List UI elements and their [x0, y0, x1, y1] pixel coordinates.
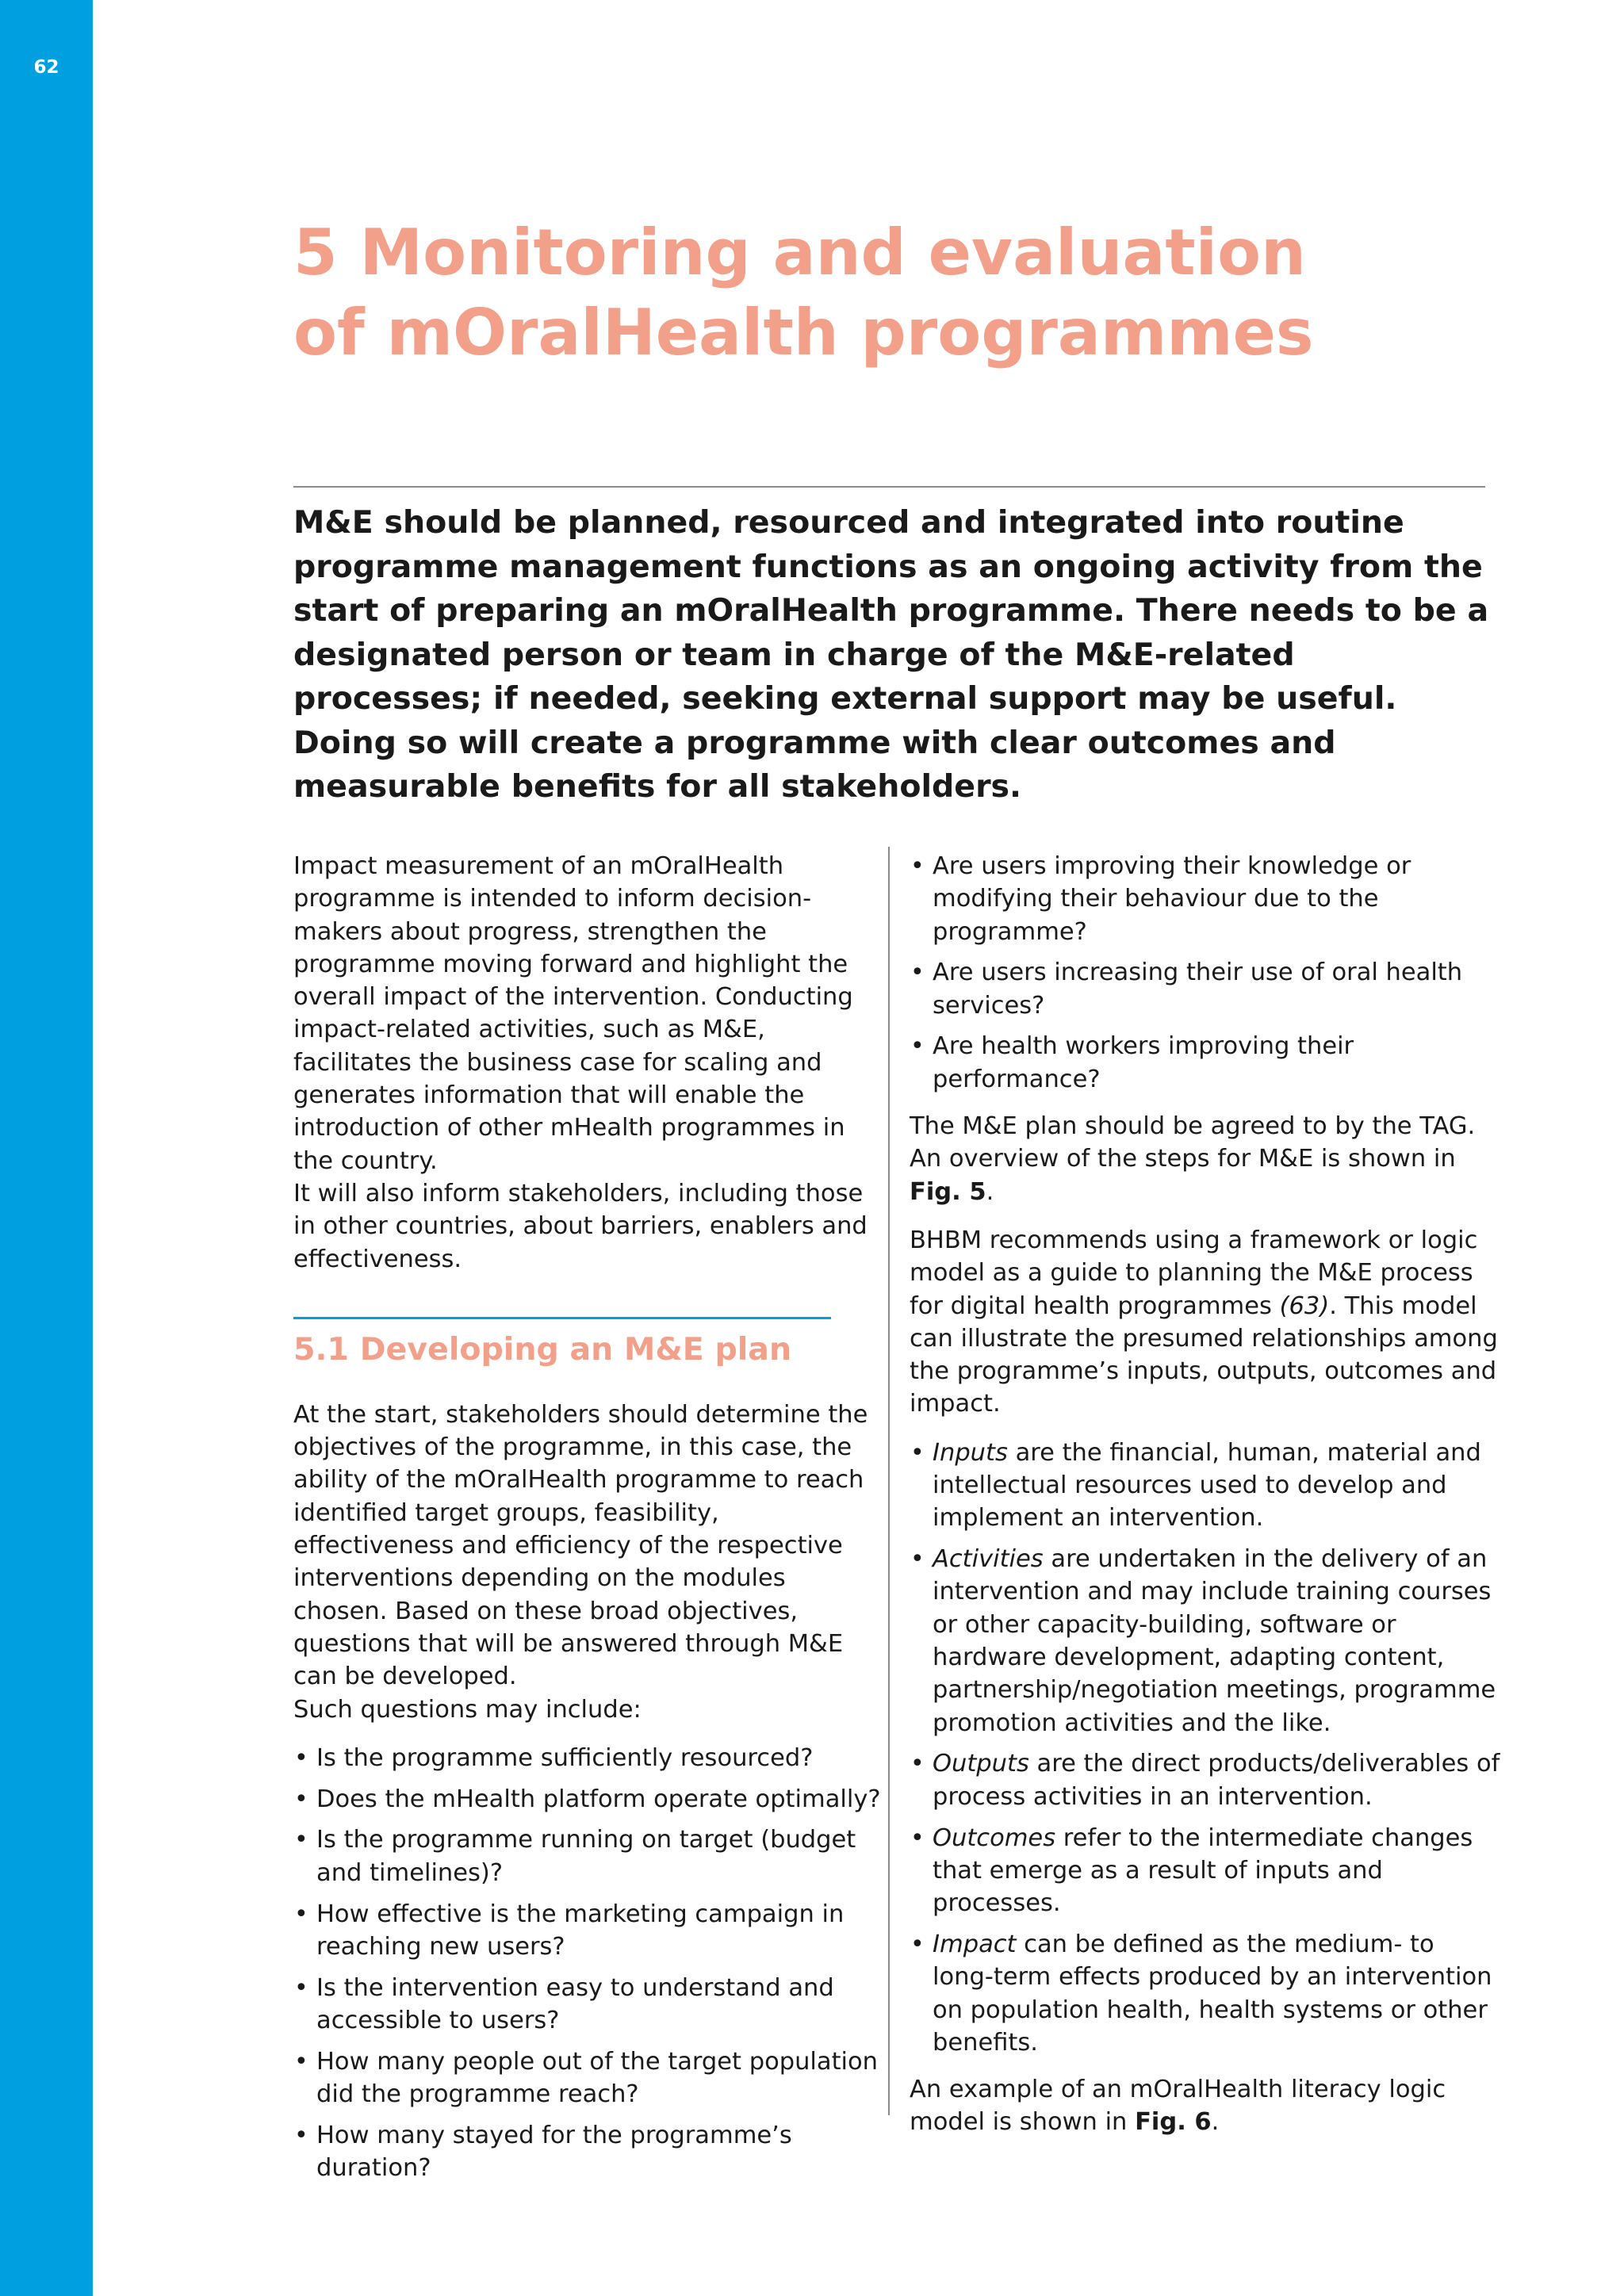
list-item — [293, 1823, 884, 1889]
definition-term: Outputs — [933, 1750, 1029, 1778]
section-paragraph-main: At the start, stakeholders should determine the objectives of the programme, in this case, the ability of the mOralHealth programme to reach identified target groups, feasibility, effectiveness and efficiency of the respective interventions depending on the modules chosen. Based on these broad objectives, questions that will be answered through M&E can be developed. — [293, 1400, 868, 1691]
page-number: 62 — [33, 57, 59, 78]
definition-item — [910, 1928, 1500, 2059]
list-item — [293, 1742, 884, 1774]
question-list-right — [910, 850, 1500, 1096]
list-item-text: How many stayed for the programme’s duration? — [316, 2121, 792, 2183]
chapter-title-line-1: 5 Monitoring and evaluation — [293, 216, 1306, 289]
example-paragraph-text: An example of an mOralHealth literacy logic model is shown in — [910, 2076, 1446, 2137]
left-column — [293, 850, 884, 2198]
list-item-text: Does the mHealth platform operate optimally? — [316, 1785, 881, 1813]
bhbm-paragraph — [910, 1224, 1500, 1421]
column-divider — [888, 847, 890, 2115]
bullet-icon: • — [294, 1826, 308, 1854]
section-heading: 5.1 Developing an M&E plan — [293, 1330, 792, 1368]
list-item-text: How many people out of the target population did the programme reach? — [316, 2047, 879, 2108]
section-divider — [293, 1317, 831, 1319]
list-item — [910, 850, 1500, 948]
right-column — [910, 850, 1500, 2139]
page-sidebar-band — [0, 0, 93, 2296]
definition-list — [910, 1437, 1500, 2059]
intro-paragraph — [293, 850, 884, 1276]
question-list-left — [293, 1742, 884, 2185]
bullet-icon: • — [910, 959, 925, 987]
citation-reference: (63) — [1279, 1292, 1330, 1320]
bullet-icon: • — [910, 1545, 925, 1574]
list-item — [910, 1030, 1500, 1096]
definition-term: Impact — [933, 1930, 1017, 1958]
definition-text: are the financial, human, material and intellectual resources used to develop and implement an intervention. — [933, 1438, 1481, 1533]
definition-item — [910, 1747, 1500, 1813]
chapter-title — [293, 212, 1483, 373]
section-paragraph — [293, 1399, 884, 1726]
example-paragraph-period: . — [1211, 2108, 1220, 2137]
example-paragraph — [910, 2073, 1500, 2139]
bullet-icon: • — [294, 2047, 308, 2076]
bullet-icon: • — [294, 1743, 308, 1772]
bhbm-paragraph-text-b: . This model can illustrate the presumed relationships among the programme’s inputs, outputs, outcomes and impact. — [910, 1292, 1498, 1418]
bullet-icon: • — [910, 1823, 925, 1852]
tag-paragraph-text: The M&E plan should be agreed to by the TAG. An overview of the steps for M&E is shown in — [910, 1112, 1476, 1173]
list-item — [293, 1898, 884, 1964]
definition-text: are the direct products/deliverables of process activities in an intervention. — [933, 1750, 1500, 1811]
list-item — [910, 956, 1500, 1022]
definition-item — [910, 1437, 1500, 1535]
bullet-icon: • — [910, 1438, 925, 1467]
tag-paragraph-period: . — [986, 1177, 994, 1206]
definition-item — [910, 1543, 1500, 1739]
list-item — [293, 1783, 884, 1816]
bullet-icon: • — [910, 1750, 925, 1778]
bhbm-paragraph-text-a: BHBM recommends using a framework or logic model as a guide to planning the M&E process for digital health programmes — [910, 1226, 1478, 1320]
list-item-text: Are users increasing their use of oral health services? — [933, 959, 1463, 1020]
tag-paragraph — [910, 1110, 1500, 1208]
section-paragraph-lead-in: Such questions may include: — [293, 1695, 642, 1724]
list-item-text: Are health workers improving their performance? — [933, 1032, 1354, 1093]
bullet-icon: • — [294, 1785, 308, 1813]
list-item-text: Is the programme running on target (budget and timelines)? — [316, 1826, 856, 1887]
list-item-text: Is the intervention easy to understand and accessible to users? — [316, 1973, 834, 2034]
definition-text: can be defined as the medium- to long-term effects produced by an intervention on population health, health systems or other benefits. — [933, 1930, 1492, 2057]
list-item — [293, 2119, 884, 2185]
figure-6-reference[interactable]: Fig. 6 — [1135, 2108, 1212, 2137]
list-item — [293, 2045, 884, 2111]
bullet-icon: • — [294, 1900, 308, 1928]
chapter-title-line-2: of mOralHealth programmes — [293, 296, 1314, 369]
lead-paragraph: M&E should be planned, resourced and integrated into routine programme management functions as an ongoing activity from the start of preparing an mOralHealth programme. There needs to be a designated person or team in charge of the M&E-related processes; if needed, seeking external support may be useful. Doing so will create a programme with clear outcomes and measurable benefits for all stakeholders. — [293, 504, 1489, 805]
definition-term: Outcomes — [933, 1823, 1056, 1852]
definition-term: Inputs — [933, 1438, 1008, 1467]
definition-item — [910, 1822, 1500, 1920]
bullet-icon: • — [910, 852, 925, 880]
list-item-text: Are users improving their knowledge or modifying their behaviour due to the programme? — [933, 852, 1411, 946]
figure-5-reference[interactable]: Fig. 5 — [910, 1177, 986, 1206]
list-item-text: Is the programme sufficiently resourced? — [316, 1743, 814, 1772]
definition-text: are undertaken in the delivery of an intervention and may include training courses or other capacity-building, software or hardware development, adapting content, partnership/negotiation meetings, programme promotion activities and the like. — [933, 1545, 1496, 1737]
list-item — [293, 1972, 884, 2038]
bullet-icon: • — [294, 1973, 308, 2002]
list-item-text: How effective is the marketing campaign in reaching new users? — [316, 1900, 845, 1961]
definition-text: refer to the intermediate changes that emerge as a result of inputs and processes. — [933, 1823, 1473, 1918]
bullet-icon: • — [294, 2121, 308, 2149]
bullet-icon: • — [910, 1032, 925, 1061]
intro-sentence-2: It will also inform stakeholders, including those in other countries, about barriers, enablers and effectiveness. — [293, 1179, 868, 1273]
definition-term: Activities — [933, 1545, 1044, 1574]
bullet-icon: • — [910, 1930, 925, 1958]
title-divider — [293, 486, 1485, 488]
intro-sentence-1: Impact measurement of an mOralHealth programme is intended to inform decision-makers about progress, strengthen the programme moving forward and highlight the overall impact of the intervention. Conducting impact-related activities, such as M&E, facilitates the business case for scaling and generates information that will enable the introduction of other mHealth programmes in the country. — [293, 852, 853, 1175]
